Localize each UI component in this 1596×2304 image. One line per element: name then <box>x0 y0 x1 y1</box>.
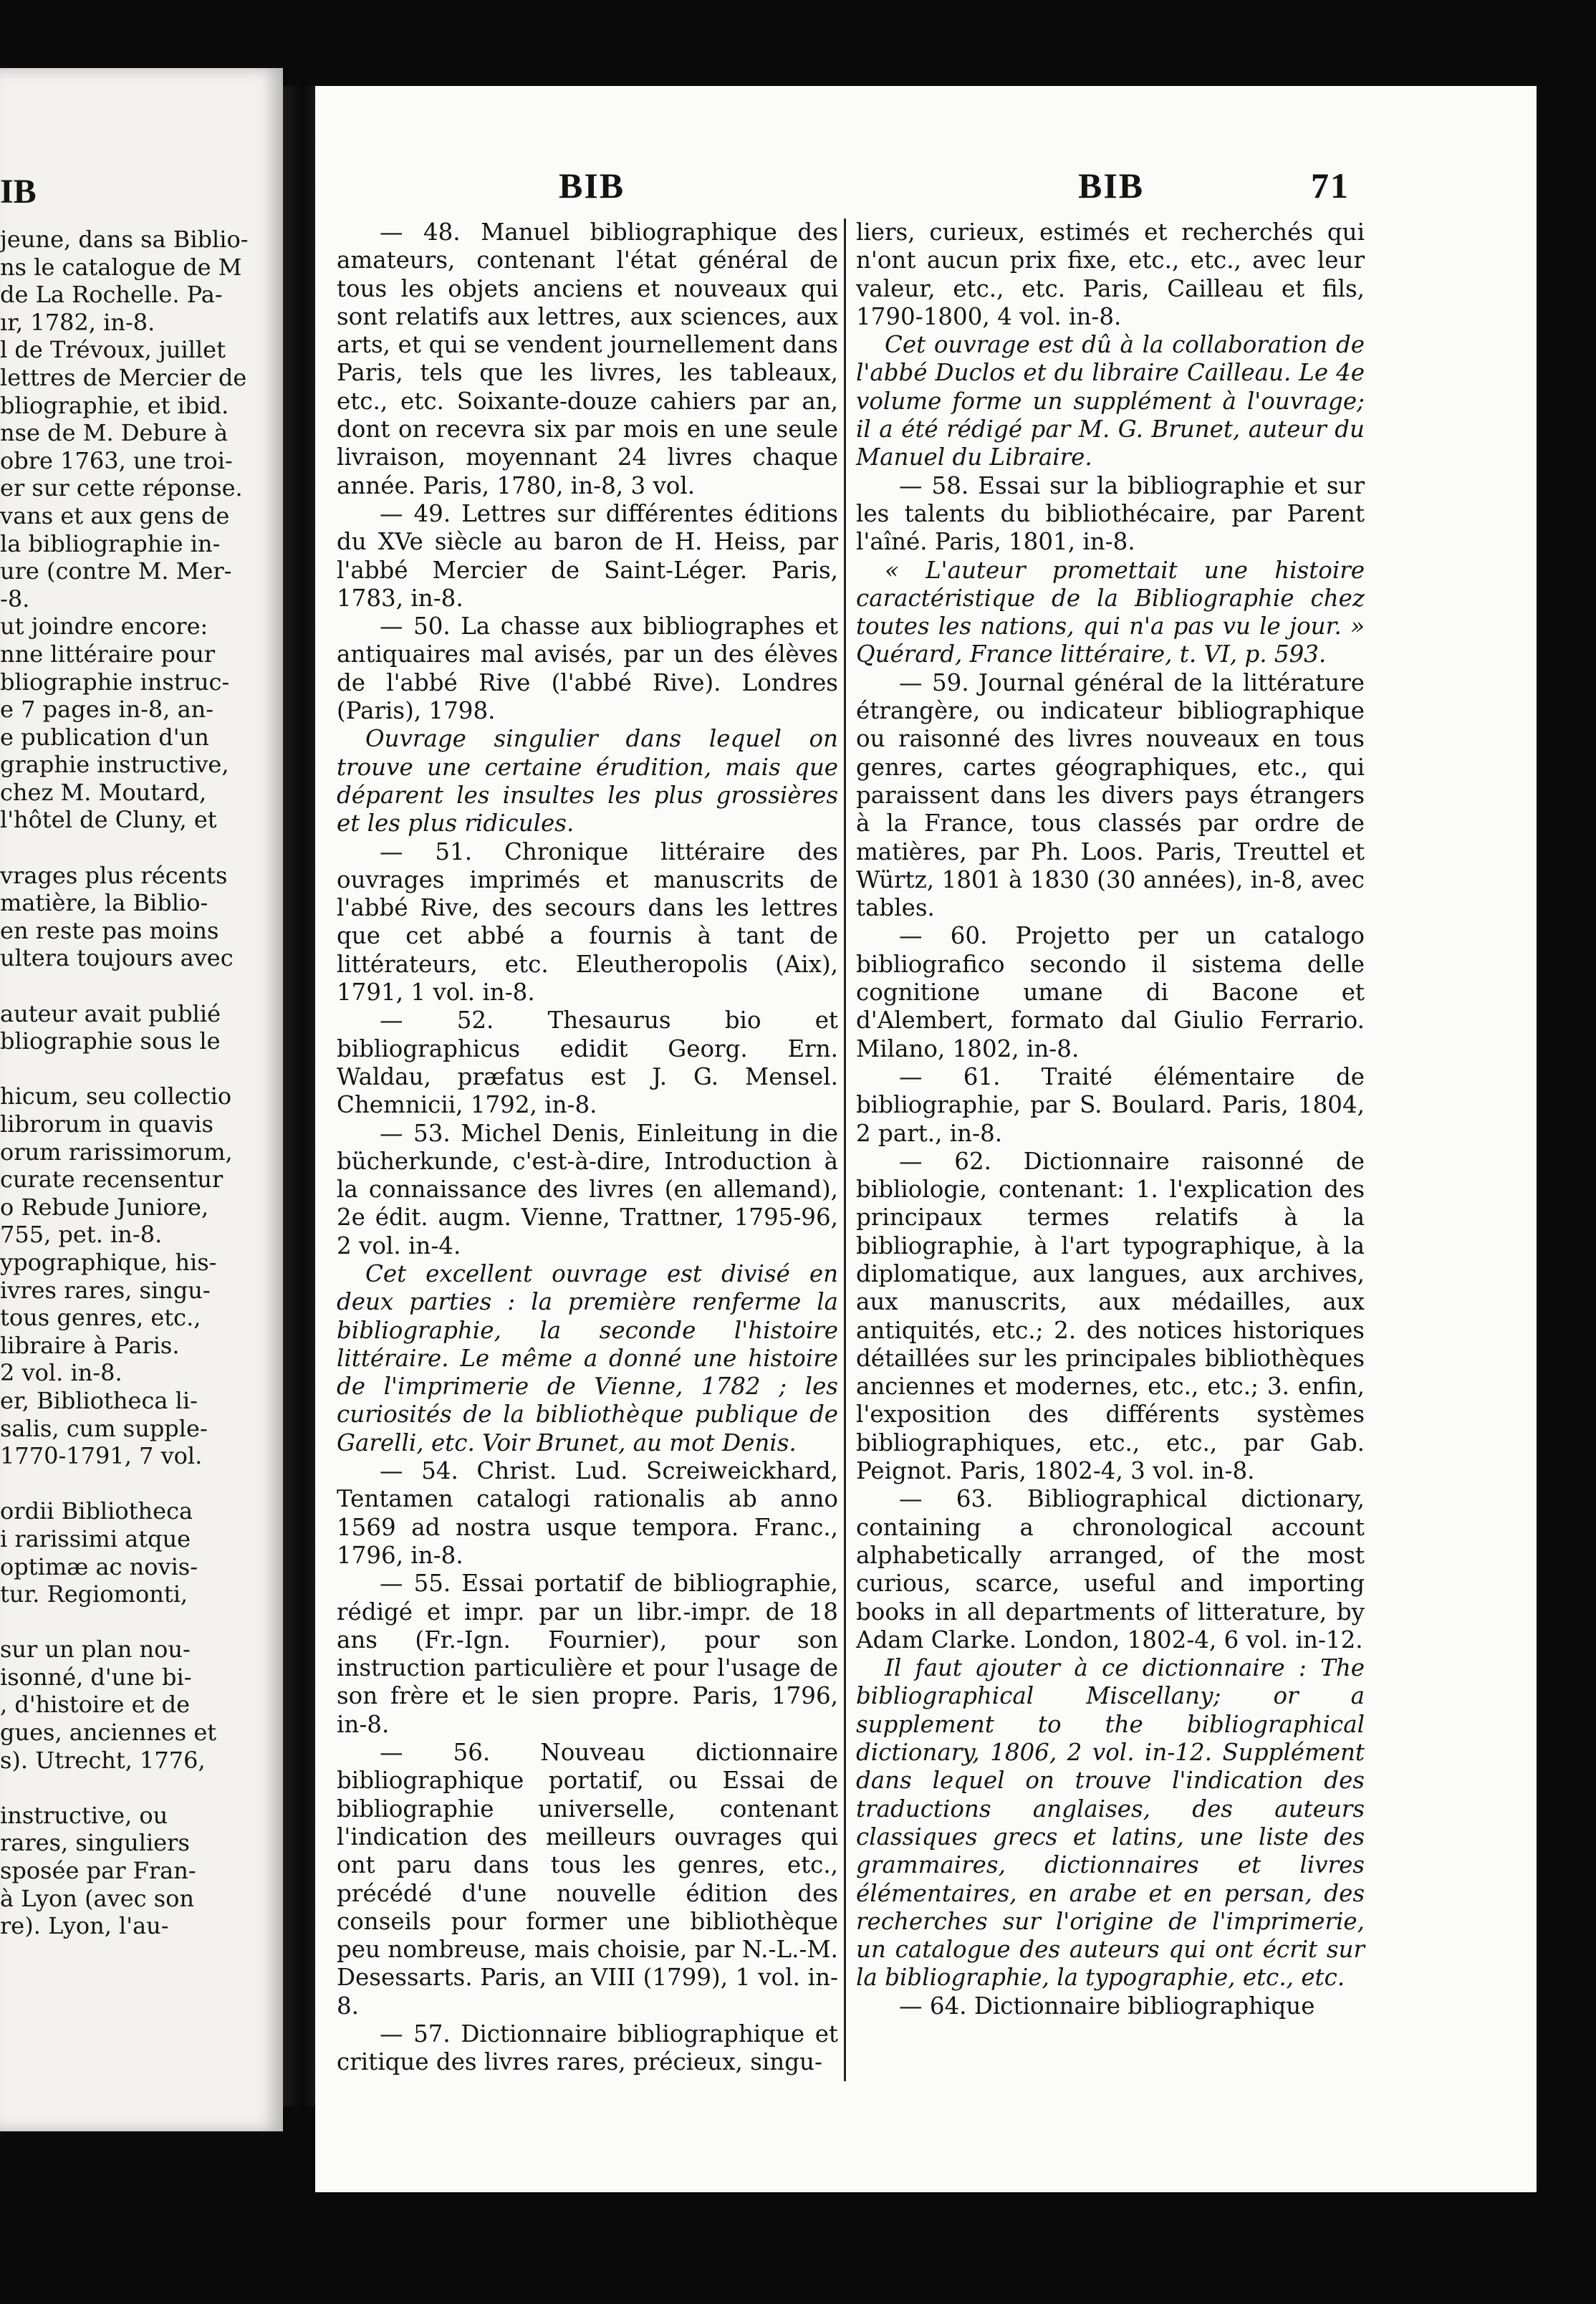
left-text-line: bliographie sous le <box>0 1027 221 1055</box>
left-text-line: l'hôtel de Cluny, et <box>0 806 217 834</box>
column-left <box>337 219 838 2077</box>
left-text-line: , d'histoire et de <box>0 1691 191 1719</box>
left-text-line: ns le catalogue de M <box>0 253 242 281</box>
left-text-line: l de Trévoux, juillet <box>0 336 226 364</box>
left-text-line: ordii Bibliotheca <box>0 1497 193 1525</box>
bibliography-entry: — 62. Dictionnaire raisonné de bibliologie, contenant: 1. l'explication des principaux termes relatifs à la bibliographie, à l'art typographique, à la diplomatique, aux langues, aux archives, aux manuscrits, aux médailles, aux antiquités, etc.; 2. des notices historiques détaillées sur les principales bibliothèques anciennes et modernes, etc., etc.; 3. enfin, l'exposition des différents systèmes bibliographiques, etc., etc., par Gab. Peignot. Paris, 1802-4, 3 vol. in-8. <box>856 1147 1365 1485</box>
bibliography-entry: — 63. Bibliographical dictionary, containing a chronological account alphabetically arranged, of the most curious, scarce, useful and importing books in all departments of litterature, by Adam Clarke. London, 1802-4, 6 vol. in-12. <box>856 1485 1365 1653</box>
left-page <box>0 68 283 2131</box>
left-text-line <box>0 1608 283 1636</box>
left-text-line: sposée par Fran- <box>0 1857 196 1885</box>
left-text-line <box>0 1774 283 1802</box>
bibliography-entry: — 49. Lettres sur différentes éditions du XVe siècle au baron de H. Heiss, par l'abbé Mercier de Saint-Léger. Paris, 1783, in-8. <box>337 499 838 612</box>
left-page-text <box>0 226 283 1940</box>
bibliography-entry: liers, curieux, estimés et recherchés qui n'ont aucun prix fixe, etc., etc., avec leur valeur, etc., etc. Paris, Cailleau et fils, 1790-1800, 4 vol. in-8. <box>856 219 1365 330</box>
left-text-line <box>0 1055 283 1083</box>
left-text-line: ultera toujours avec <box>0 944 234 972</box>
left-text-line: isonné, d'une bi- <box>0 1663 192 1691</box>
left-text-line: curate recensentur <box>0 1166 223 1194</box>
left-text-line: chez M. Moutard, <box>0 778 207 806</box>
bibliography-entry: — 53. Michel Denis, Einleitung in die bücherkunde, c'est-à-dire, Introduction à la connaissance des livres (en allemand), 2e édit. augm. Vienne, Trattner, 1795-96, 2 vol. in-4. <box>337 1119 838 1259</box>
bibliography-entry: — 54. Christ. Lud. Screiweickhard, Tentamen catalogi rationalis ab anno 1569 ad nostra usque tempora. Franc., 1796, in-8. <box>337 1457 838 1569</box>
left-text-line: la bibliographie in- <box>0 529 221 557</box>
left-text-line: e publication d'un <box>0 723 209 751</box>
left-text-line: bliographie instruc- <box>0 668 230 696</box>
left-text-line: nne littéraire pour <box>0 640 216 668</box>
left-text-line: en reste pas moins <box>0 916 219 944</box>
bibliography-entry: — 52. Thesaurus bio et bibliographicus edidit Georg. Ern. Waldau, præfatus est J. G. Mensel. Chemnicii, 1792, in-8. <box>337 1007 838 1119</box>
left-text-line: à Lyon (avec son <box>0 1884 195 1912</box>
left-text-line: libraire à Paris. <box>0 1331 180 1359</box>
bibliography-entry: — 51. Chronique littéraire des ouvrages imprimés et manuscrits de l'abbé Rive, des secours dans les lettres que cet abbé a fournis à tant de littérateurs, etc. Eleutheropolis (Aix), 1791, 1 vol. in-8. <box>337 837 838 1007</box>
entry-note: Cet ouvrage est dû à la collaboration de l'abbé Duclos et du libraire Cailleau. Le 4e volume forme un supplément à l'ouvrage; il a été rédigé par M. G. Brunet, auteur du Manuel du Libraire. <box>856 331 1365 471</box>
left-text-line: ure (contre M. Mer- <box>0 557 232 585</box>
left-text-line: salis, cum supple- <box>0 1414 208 1442</box>
left-text-line: ut joindre encore: <box>0 613 208 640</box>
left-text-line: optimæ ac novis- <box>0 1552 198 1580</box>
left-text-line <box>0 972 283 1000</box>
left-text-line: gues, anciennes et <box>0 1719 217 1747</box>
left-text-line: bliographie, et ibid. <box>0 391 229 419</box>
left-text-line: s). Utrecht, 1776, <box>0 1746 206 1774</box>
entry-note: « L'auteur promettait une histoire caractéristique de la Bibliographie chez toutes les nations, qui n'a pas vu le jour. » Quérard, France littéraire, t. VI, p. 593. <box>856 556 1365 668</box>
entry-note: Cet excellent ouvrage est divisé en deux parties : la première renferme la bibliographie, la seconde l'histoire littéraire. Le même a donné une histoire de l'imprimerie de Vienne, 1782 ; les curiosités de la bibliothèque publique de Garelli, etc. Voir Brunet, au mot Denis. <box>337 1259 838 1456</box>
left-text-line: i rarissimi atque <box>0 1525 191 1552</box>
left-text-line: obre 1763, une troi- <box>0 446 233 474</box>
entry-note: Ouvrage singulier dans lequel on trouve une certaine érudition, mais que déparent les insultes les plus grossières et les plus ridicules. <box>337 725 838 837</box>
page-number: 71 <box>1311 165 1350 206</box>
left-text-line <box>0 1470 283 1498</box>
left-text-line <box>0 834 283 862</box>
left-text-line: sur un plan nou- <box>0 1636 191 1664</box>
left-running-head: IB <box>0 173 37 211</box>
left-text-line: ivres rares, singu- <box>0 1276 211 1304</box>
bibliography-entry: — 59. Journal général de la littérature étrangère, ou indicateur bibliographique ou raisonné des livres nouveaux en tous genres, cartes géographiques, etc., qui paraissent dans les divers pays étrangers à la France, tous classés par ordre de matières, par Ph. Loos. Paris, Treuttel et Würtz, 1801 à 1830 (30 années), in-8, avec tables. <box>856 668 1365 922</box>
left-text-line: librorum in quavis <box>0 1110 213 1138</box>
entry-note: Il faut ajouter à ce dictionnaire : The bibliographical Miscellany; or a supplement to the bibliographical dictionary, 1806, 2 vol. in-12. Supplément dans lequel on trouve l'indication des traductions anglaises, des auteurs classiques grecs et latins, une liste des grammaires, dictionnaires et livres élémentaires, en arabe et en persan, des recherches sur l'origine de l'imprimerie, un catalogue des auteurs qui ont écrit sur la bibliographie, la typographie, etc., etc. <box>856 1654 1365 1992</box>
left-text-line: -8. <box>0 585 30 613</box>
left-text-line: tous genres, etc., <box>0 1304 201 1332</box>
column-right <box>856 219 1365 2020</box>
bibliography-entry: — 48. Manuel bibliographique des amateurs, contenant l'état général de tous les objets anciens et nouveaux qui sont relatifs aux lettres, aux sciences, aux arts, et qui se vendent journellement dans Paris, tels que les livres, les tableaux, etc., etc. Soixante-douze cahiers par an, dont on recevra six par mois en une seule livraison, moyennant 24 livres chaque année. Paris, 1780, in-8, 3 vol. <box>337 219 838 499</box>
running-head-right: BIB <box>1078 165 1145 206</box>
left-text-line: lettres de Mercier de <box>0 363 247 391</box>
left-text-line: jeune, dans sa Biblio- <box>0 226 249 253</box>
left-text-line: ypographique, his- <box>0 1248 217 1276</box>
left-text-line: 2 vol. in-8. <box>0 1359 122 1387</box>
left-text-line: orum rarissimorum, <box>0 1138 233 1166</box>
bibliography-entry: — 50. La chasse aux bibliographes et antiquaires mal avisés, par un des élèves de l'abbé Rive (l'abbé Rive). Londres (Paris), 1798. <box>337 613 838 725</box>
left-text-line: matière, la Biblio- <box>0 889 208 917</box>
left-text-line: graphie instructive, <box>0 751 229 779</box>
left-text-line: e 7 pages in-8, an- <box>0 696 214 724</box>
left-text-line: hicum, seu collectio <box>0 1083 232 1110</box>
left-text-line: er, Bibliotheca li- <box>0 1386 198 1414</box>
left-text-line: 1770-1791, 7 vol. <box>0 1442 203 1470</box>
left-text-line: 755, pet. in-8. <box>0 1221 163 1249</box>
left-text-line: instructive, ou <box>0 1801 168 1829</box>
column-rule <box>844 219 846 2081</box>
left-text-line: o Rebude Juniore, <box>0 1193 209 1221</box>
running-head-left: BIB <box>559 165 625 206</box>
left-text-line: re). Lyon, l'au- <box>0 1912 169 1940</box>
bibliography-entry: — 60. Projetto per un catalogo bibliografico secondo il sistema delle cognitione umane di Bacone et d'Alembert, formato dal Giulio Ferrario. Milano, 1802, in-8. <box>856 922 1365 1062</box>
left-text-line: auteur avait publié <box>0 999 221 1027</box>
left-text-line: rares, singuliers <box>0 1829 190 1857</box>
bibliography-entry: — 61. Traité élémentaire de bibliographie, par S. Boulard. Paris, 1804, 2 part., in-8. <box>856 1062 1365 1147</box>
left-text-line: tur. Regiomonti, <box>0 1580 188 1608</box>
bibliography-entry: — 57. Dictionnaire bibliographique et critique des livres rares, précieux, singu- <box>337 2020 838 2076</box>
right-page <box>315 86 1537 2192</box>
bibliography-entry: — 55. Essai portatif de bibliographie, rédigé et impr. par un libr.-impr. de 18 ans (Fr.-Ign. Fournier), pour son instruction particulière et pour l'usage de son frère et le sien propre. Paris, 1796, in-8. <box>337 1570 838 1738</box>
left-text-line: nse de M. Debure à <box>0 419 229 447</box>
bibliography-entry: — 64. Dictionnaire bibliographique <box>899 1992 1315 2020</box>
left-text-line: de La Rochelle. Pa- <box>0 281 223 309</box>
left-text-line: ır, 1782, in-8. <box>0 308 155 336</box>
left-text-line: er sur cette réponse. <box>0 474 243 502</box>
bibliography-entry: — 58. Essai sur la bibliographie et sur les talents du bibliothécaire, par Parent l'aîné. Paris, 1801, in-8. <box>856 471 1365 556</box>
left-text-line: vrages plus récents <box>0 861 228 889</box>
bibliography-entry: — 56. Nouveau dictionnaire bibliographique portatif, ou Essai de bibliographie universelle, contenant l'indication des meilleurs ouvrages qui ont paru dans tous les genres, etc., précédé d'une nouvelle édition des conseils pour former une bibliothèque peu nombreuse, mais choisie, par N.-L.-M. Desessarts. Paris, an VIII (1799), 1 vol. in-8. <box>337 1739 838 2020</box>
left-text-line: vans et aux gens de <box>0 501 230 529</box>
